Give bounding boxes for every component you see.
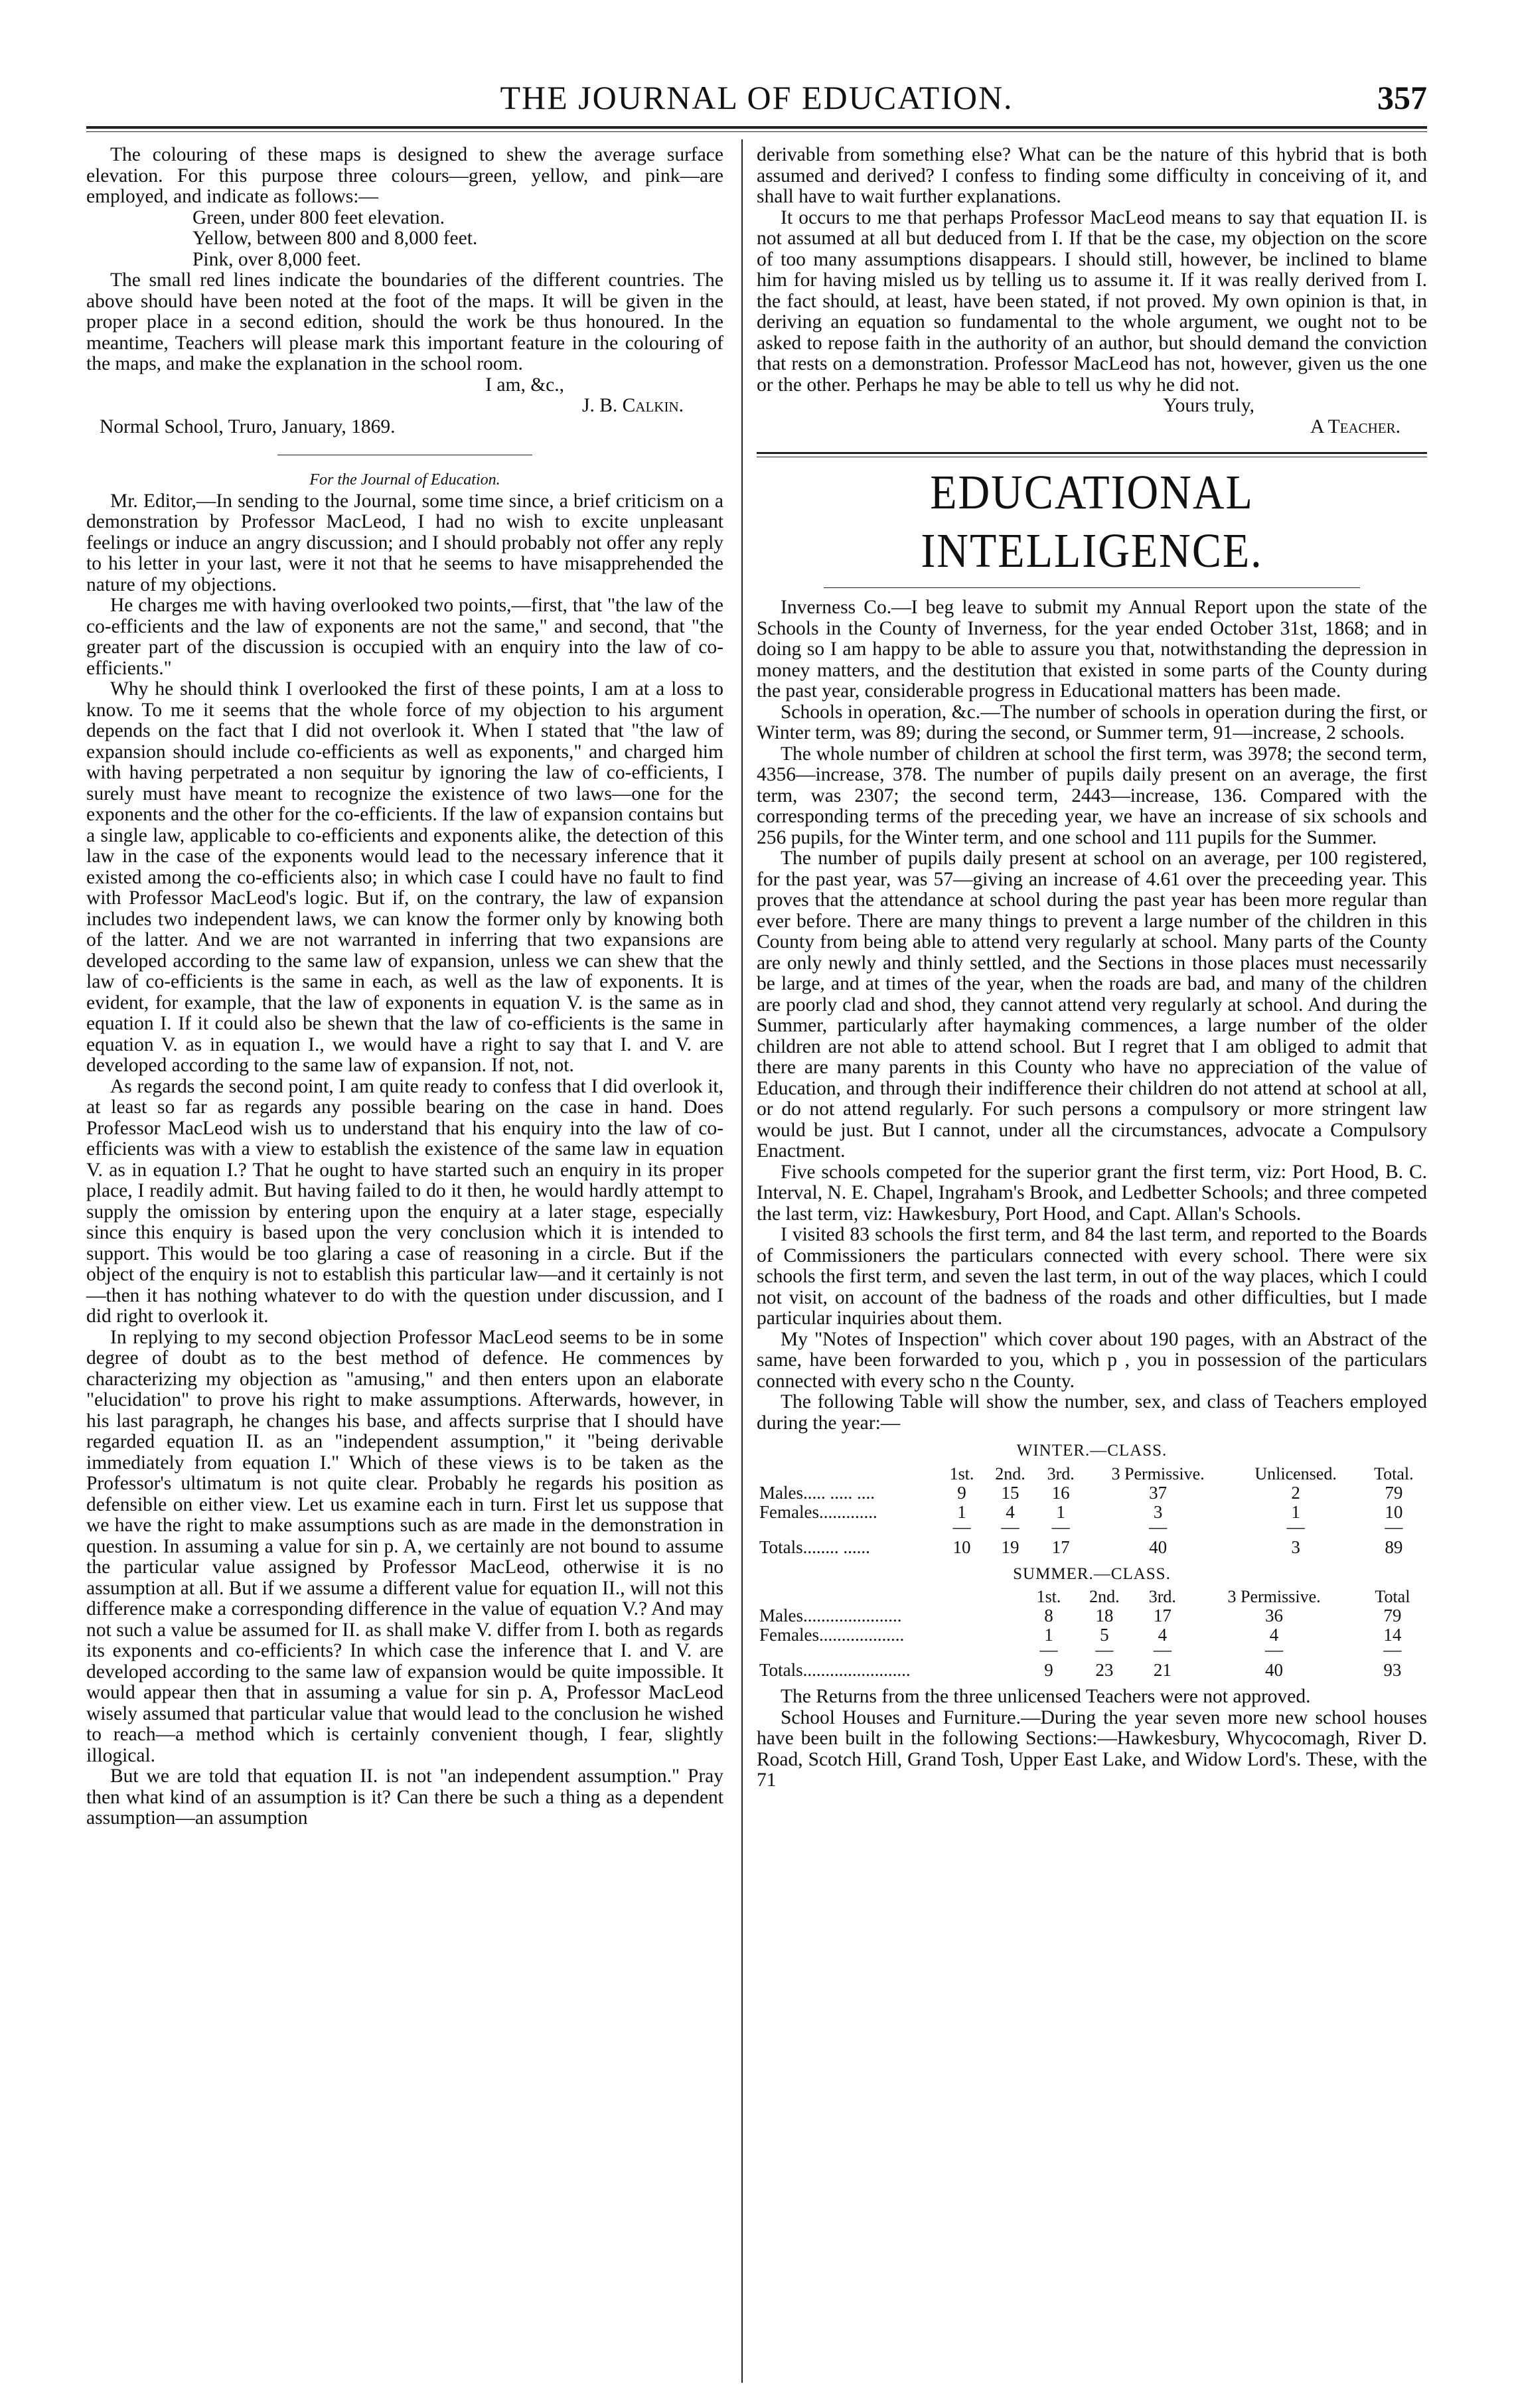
winter-header-1: 1st. bbox=[949, 1464, 974, 1483]
summer-header-1: 1st. bbox=[1036, 1587, 1061, 1606]
summer-header-5: Total bbox=[1375, 1587, 1410, 1606]
cell: 40 bbox=[1265, 1660, 1284, 1680]
cell: 16 bbox=[1051, 1482, 1070, 1503]
running-head bbox=[86, 78, 1427, 125]
legend-pink: Pink, over 8,000 feet. bbox=[192, 248, 361, 270]
summer-header-4: 3 Permissive. bbox=[1227, 1587, 1321, 1606]
section-title: EDUCATIONAL INTELLIGENCE. bbox=[921, 466, 1263, 578]
legend-yellow: Yellow, between 800 and 8,000 feet. bbox=[192, 228, 478, 249]
cell: 2 bbox=[1291, 1482, 1300, 1503]
furniture-paragraph: School Houses and Furniture.—During the year seven more new school houses have been built in the following Sections:—Hawkesbury, Whycocomagh, River D. Road, Scotch Hill, Grand Tosh, Upper East Lake, and Widow Lord's. These, with the 71 bbox=[757, 1706, 1427, 1791]
cell: 10 bbox=[952, 1537, 971, 1557]
totals-row bbox=[757, 1654, 1427, 1680]
letter-paragraph-1: Mr. Editor,—In sending to the Journal, some time since, a brief criticism on a demonstration by Professor MacLeod, I had no wish to excite unpleasant feelings or induce an angry discussion; and I should probably not offer any reply to his letter in your last, were it not that he seems to have misapprehended the nature of my objections. bbox=[86, 490, 723, 595]
cell: 4 bbox=[1158, 1625, 1168, 1645]
cell: 36 bbox=[1265, 1606, 1284, 1625]
summer-header-3: 3rd. bbox=[1148, 1587, 1176, 1606]
cell: 19 bbox=[1001, 1537, 1020, 1557]
attendance-paragraph: The number of pupils daily present at school on an average, per 100 registered, for the past year, was 57—giving an increase of 4.61 over the preceeding year. This proves that the attendance at school during the past year has been more regular than ever before. There are many things to prevent a large number of the children in this County from being able to attend very regularly at school. Many parts of the County are only newly and thinly settled, and the Sections in those places must necessarily be large, and at times of the year, when the roads are bad, and many of the children are poorly clad and shod, they cannot attend very regularly at school. And during the Summer, particularly after haymaking commences, a large number of the older children are not able to attend school. But I regret that I am obliged to admit that there are many parents in this County who have no appreciation of the value of Education, and through their indifference their children do not attend at school at all, or do not attend regularly. For such persons a compulsory or more stringent law would be just. But I cannot, under all the circumstances, advocate a Compulsory Enactment. bbox=[757, 848, 1427, 1162]
row-label: Males..... ..... .... bbox=[759, 1482, 875, 1503]
summer-header-0 bbox=[757, 1587, 1023, 1606]
superior-grant-paragraph: Five schools competed for the superior grant the first term, viz: Port Hood, B. C. Interval, N. E. Chapel, Ingraham's Brook, and Ledbetter Schools; and three competed the last term, viz: Hawkesbury, Port Hood, and Capt. Allan's Schools. bbox=[757, 1161, 1427, 1225]
page-number: 357 bbox=[1377, 79, 1427, 116]
dateline: Normal School, Truro, January, 1869. bbox=[100, 415, 396, 437]
winter-header-5: Unlicensed. bbox=[1254, 1464, 1337, 1483]
summer-header-2: 2nd. bbox=[1089, 1587, 1120, 1606]
right-column bbox=[757, 145, 1427, 1791]
closing: I am, &c., bbox=[485, 374, 564, 396]
cell: 9 bbox=[1044, 1660, 1053, 1680]
cell: 14 bbox=[1383, 1625, 1402, 1645]
journal-title: THE JOURNAL OF EDUCATION. bbox=[500, 79, 1014, 116]
legend-green: Green, under 800 feet elevation. bbox=[192, 206, 445, 228]
schools-operation-paragraph: Schools in operation, &c.—The number of schools in operation during the first, or Winter term, was 89; during the second, or Summer term, 91—increase, 2 schools. bbox=[757, 701, 1427, 743]
letter-paragraph-4: As regards the second point, I am quite ready to confess that I did overlook it, at least so far as regards any possible bearing on the case in hand. Does Professor MacLeod wish us to understand that his enquiry into the law of co-efficients was with a view to establish the existence of the same law in equation V. as in equation I.? That he ought to have started such an enquiry in its proper place, I readily admit. But having failed to do it then, he would hardly attempt to supply the omission by entering upon the enquiry at a later stage, especially since this enquiry is based upon the very conclusion which it is intended to support. This would be too glaring a case of reasoning in a circle. But if the object of the enquiry is not to establish this particular law—and it certainly is not—then it has nothing whatever to do with the question under discussion, and I did right to overlook it. bbox=[86, 1075, 723, 1327]
summer-header-row bbox=[757, 1587, 1427, 1606]
cell: 9 bbox=[957, 1482, 966, 1503]
notes-paragraph: My "Notes of Inspection" which cover about 190 pages, with an Abstract of the same, have been forwarded to you, which p , you in possession of the particulars connected with every scho n the County. bbox=[757, 1328, 1427, 1392]
summer-table-caption: SUMMER.—CLASS. bbox=[1013, 1564, 1171, 1583]
cell: 17 bbox=[1153, 1606, 1172, 1625]
cell: 21 bbox=[1153, 1660, 1172, 1680]
returns-paragraph: The Returns from the three unlicensed Teachers were not approved. bbox=[781, 1686, 1311, 1707]
cell: 79 bbox=[1385, 1482, 1403, 1503]
winter-header-0 bbox=[757, 1464, 940, 1483]
inverness-paragraph: Inverness Co.—I beg leave to submit my Annual Report upon the state of the Schools in the County of Inverness, for the year ended October 31st, 1868; and in doing so I am happy to be able to assure you that, notwithstanding the depression in money matters, and the destitution that existed in some parts of the County during the past year, considerable progress in Educational matters has been made. bbox=[757, 597, 1427, 702]
cell: 93 bbox=[1383, 1660, 1402, 1680]
winter-header-6: Total. bbox=[1374, 1464, 1414, 1483]
header-rule-thin bbox=[86, 131, 1427, 132]
cell: 17 bbox=[1051, 1537, 1070, 1557]
cell: 10 bbox=[1385, 1501, 1403, 1522]
boundaries-paragraph: The small red lines indicate the boundaries of the different countries. The above should have been noted at the foot of the maps. It will be given in the proper place in a second edition, should the work be thus honoured. In the meantime, Teachers will please mark this important feature in the colouring of the maps, and make the explanation in the school room. bbox=[86, 269, 723, 374]
occurs-paragraph: It occurs to me that perhaps Professor MacLeod means to say that equation II. is not assumed at all but deduced from I. If that be the case, my objection on the score of too many assumptions disappears. I should still, however, be inclined to blame him for having misled us by telling us to assume it. If it was really derived from I. the fact should, at least, have been stated, if not proved. My own opinion is that, in deriving an equation so fundamental to the whole argument, we ought not to be asked to repose faith in the authority of an author, but should demand the conviction that rests on a demonstration. Professor MacLeod has not, however, given us the one or the other. Perhaps he may be able to tell us why he did not. bbox=[757, 206, 1427, 396]
continuation-paragraph: derivable from something else? What can be the nature of this hybrid that is both assumed and derived? I confess to finding some difficulty in conceiving of it, and shall have to wait further explanations. bbox=[757, 144, 1427, 207]
winter-header-2: 2nd. bbox=[995, 1464, 1025, 1483]
table-row bbox=[757, 1625, 1427, 1645]
left-column bbox=[86, 145, 723, 1829]
winter-header-row bbox=[757, 1464, 1427, 1483]
row-label: Females............. bbox=[759, 1501, 877, 1522]
dash-row: — — — — — bbox=[1039, 1639, 1402, 1659]
section-rule-bottom bbox=[824, 587, 1360, 588]
cell: 79 bbox=[1383, 1606, 1402, 1625]
summer-table bbox=[757, 1587, 1427, 1680]
cell: 4 bbox=[1006, 1501, 1015, 1522]
table-row bbox=[757, 1503, 1427, 1522]
visited-paragraph: I visited 83 schools the first term, and 84 the last term, and reported to the Boards of Commissioners the particulars connected with every school. There were six schools the first term, and seven the last term, in out of the way places, which I could not visit, on account of the badness of the roads and other difficulties, but I made particular inquiries about them. bbox=[757, 1224, 1427, 1329]
winter-table-caption: WINTER.—CLASS. bbox=[1016, 1442, 1168, 1460]
cell: 23 bbox=[1095, 1660, 1114, 1680]
row-label: Males...................... bbox=[759, 1606, 902, 1625]
column-divider bbox=[741, 139, 743, 2383]
dash-row: — — — — — — bbox=[952, 1516, 1403, 1537]
table-row bbox=[757, 1606, 1427, 1625]
yours-truly: Yours truly, bbox=[1163, 395, 1254, 416]
letter-paragraph-5: In replying to my second objection Professor MacLeod seems to be in some degree of doubt as to the best method of defence. He commences by characterizing my objection as "amusing," and then enters upon an elaborate "elucidation" to prove his right to make assumptions. Afterwards, however, in his last paragraph, he changes his base, and affects surprise that I should have regarded equation II. as an "independent assumption," it "being derivable immediately from equation I." Which of these views is to be taken as the Professor's ultimatum is not quite clear. Probably he regards his position as defensible on either view. Let us examine each in turn. First let us suppose that we have the right to make assumptions such as are made in the demonstration in question. In assuming a value for sin p. A, we certainly are not bound to assume the particular value assigned by Professor MacLeod, otherwise it is no assumption at all. But if we assume a different value for equation II., will not this difference make a corresponding difference in the value of equation V.? And may not such a value be assumed for II. as shall make V. differ from I. both as regards its exponents and co-efficients? In which case the inference that I. and V. are developed according to the same law of expansion would be quite impossible. It would appear then that in assuming a value for sin p. A, Professor MacLeod wisely assumed that particular value that would lead to the conclusion he wished to reach—a method which is certainly convenient though, I fear, slightly illogical. bbox=[86, 1326, 723, 1766]
section-rule-top bbox=[757, 452, 1427, 457]
cell: 1 bbox=[1056, 1501, 1065, 1522]
cell: 89 bbox=[1385, 1537, 1403, 1557]
cell: 40 bbox=[1149, 1537, 1168, 1557]
children-paragraph: The whole number of children at school the first term, was 3978; the second term, 4356—increase, 378. The number of pupils daily present on an average, the first term, was 2307; the second term, 2443—increase, 136. Compared with the corresponding terms of the preceding year, we have an increase of six schools and 256 pupils, for the Winter term, and one school and 111 pupils for the Summer. bbox=[757, 743, 1427, 848]
cell: 1 bbox=[1291, 1501, 1300, 1522]
winter-header-3: 3rd. bbox=[1047, 1464, 1075, 1483]
for-journal-note: For the Journal of Education. bbox=[309, 471, 500, 489]
cell: 1 bbox=[1044, 1625, 1053, 1645]
cell: 8 bbox=[1044, 1606, 1053, 1625]
winter-header-4: 3 Permissive. bbox=[1111, 1464, 1205, 1483]
cell: 18 bbox=[1095, 1606, 1114, 1625]
row-label: Females................... bbox=[759, 1625, 905, 1645]
letter-paragraph-6: But we are told that equation II. is not "an independent assumption." Pray then what kind of an assumption is it? Can there be such a thing as a dependent assumption—an assumption bbox=[86, 1766, 723, 1829]
cell: 1 bbox=[957, 1501, 966, 1522]
cell: 3 bbox=[1291, 1537, 1300, 1557]
cell: 37 bbox=[1149, 1482, 1168, 1503]
winter-table bbox=[757, 1464, 1427, 1557]
cell: 5 bbox=[1100, 1625, 1109, 1645]
letter-paragraph-2: He charges me with having overlooked two points,—first, that "the law of the co-efficients and the law of exponents are not the same," and second, that "the greater part of the discussion is occupied with an enquiry into the law of co-efficients." bbox=[86, 595, 723, 679]
letter-paragraph-3: Why he should think I overlooked the first of these points, I am at a loss to know. To me it seems that the whole force of my objection to his argument depends on the fact that I did not overlook it. When I stated that "the law of expansion should include co-efficients as well as exponents," and charged him with having perpetrated a non sequitur by ignoring the law of co-efficients, I surely must have meant to recognize the existence of two laws—one for the exponents and the other for the co-efficients. If the law of expansion contains but a single law, applicable to co-efficients and exponents alike, the detection of this law in the case of the exponents would lead to the necessary inference that it existed among the co-efficients also; in which case I could have no fault to find with Professor MacLeod's logic. But if, on the contrary, the law of expansion includes two independent laws, we can know the former only by knowing both of the latter. And we are not warranted in inferring that two expansions are developed according to the same law of expansion, unless we can shew that the law of co-efficients is the same in each, as well as the law of exponents. It is evident, for example, that the law of exponents in equation V. is the same as in equation I. If it could also be shewn that the law of co-efficients is the same in equation V. as in equation I., we would have a right to say that I. and V. are developed according to the same law of expansion. If not, not. bbox=[86, 678, 723, 1076]
totals-row bbox=[757, 1531, 1427, 1557]
maps-paragraph: The colouring of these maps is designed to shew the average surface elevation. For this purpose three colours—green, yellow, and pink—are employed, and indicate as follows:— bbox=[86, 144, 723, 207]
cell: 15 bbox=[1001, 1482, 1020, 1503]
table-row bbox=[757, 1483, 1427, 1503]
row-label: Totals........ ...... bbox=[759, 1537, 870, 1557]
table-intro-paragraph: The following Table will show the number, sex, and class of Teachers employed during the year:— bbox=[757, 1391, 1427, 1434]
signature: J. B. Calkin. bbox=[581, 395, 684, 416]
row-label: Totals........................ bbox=[759, 1660, 911, 1680]
signature-teacher: A Teacher. bbox=[1310, 415, 1400, 437]
cell: 3 bbox=[1153, 1501, 1163, 1522]
cell: 4 bbox=[1269, 1625, 1279, 1645]
header-rule-thick bbox=[86, 126, 1427, 129]
